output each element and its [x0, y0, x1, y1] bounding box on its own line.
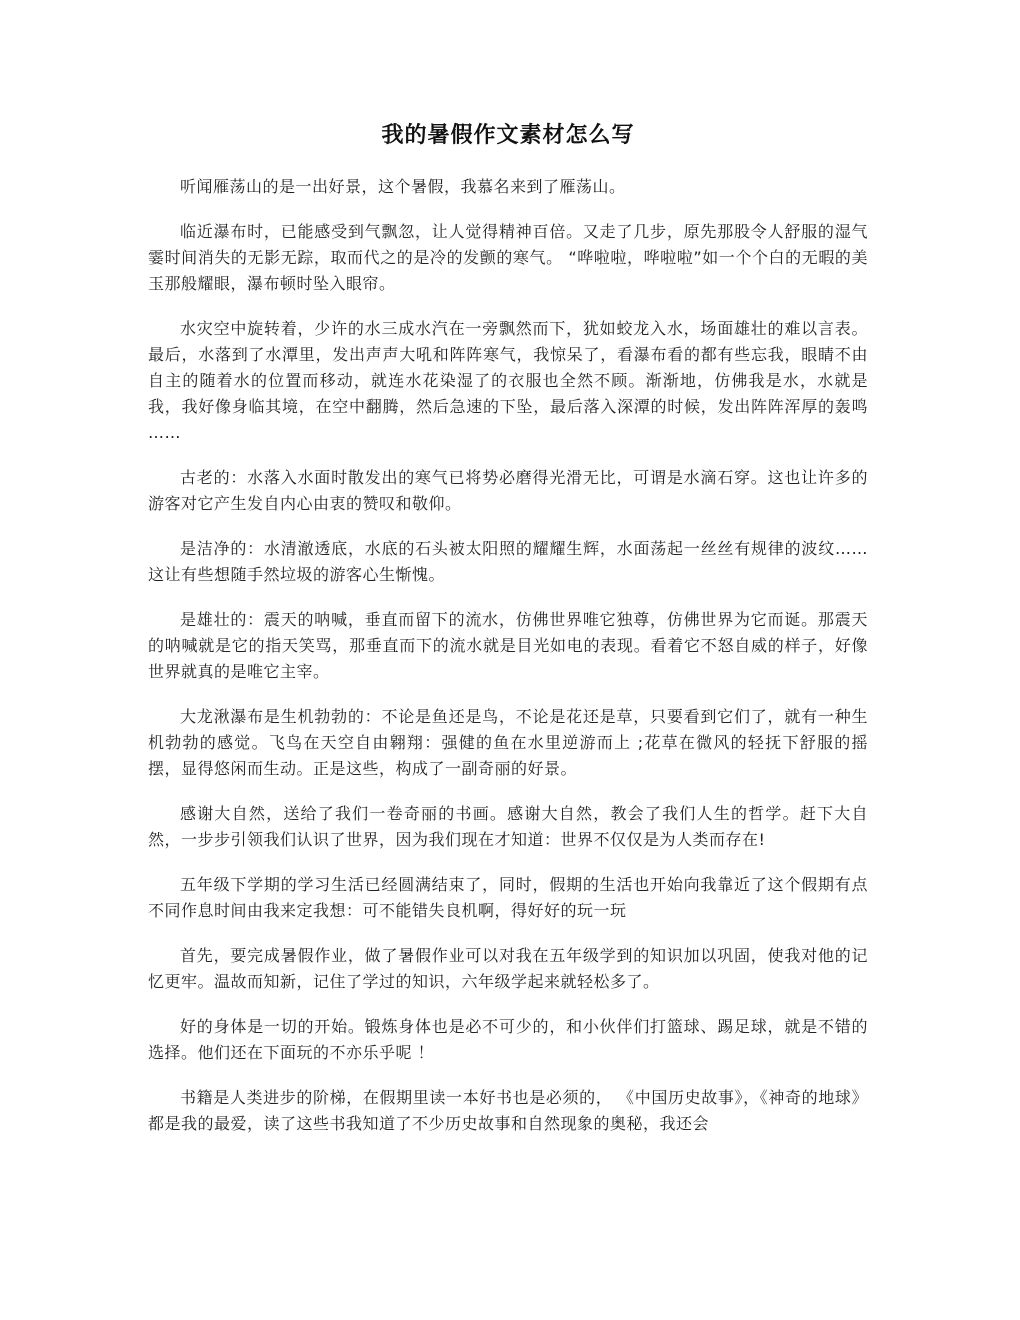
paragraph: 书籍是人类进步的阶梯，在假期里读一本好书也是必须的， 《中国历史故事》，《神奇的地球》都是我的最爱，读了这些书我知道了不少历史故事和自然现象的奥秘，我还会 [148, 1088, 868, 1133]
paragraph: 是洁净的：水清澈透底，水底的石头被太阳照的耀耀生辉，水面荡起一丝丝有规律的波纹……这让有些想随手然垃圾的游客心生惭愧。 [148, 539, 868, 584]
paragraph: 首先，要完成暑假作业，做了暑假作业可以对我在五年级学到的知识加以巩固，使我对他的记忆更牢。温故而知新，记住了学过的知识，六年级学起来就轻松多了。 [148, 946, 868, 991]
paragraph: 听闻雁荡山的是一出好景，这个暑假，我慕名来到了雁荡山。 [180, 177, 626, 196]
document-page [148, 118, 868, 1156]
paragraph: 古老的：水落入水面时散发出的寒气已将势必磨得光滑无比，可谓是水滴石穿。这也让许多的游客对它产生发自内心由衷的赞叹和敬仰。 [148, 468, 868, 513]
paragraph: 好的身体是一切的开始。锻炼身体也是必不可少的，和小伙伴们打篮球、踢足球，就是不错的选择。他们还在下面玩的不亦乐乎呢 ！ [148, 1017, 868, 1062]
document-title: 我的暑假作文素材怎么写 [381, 122, 635, 148]
paragraph: 感谢大自然，送给了我们一卷奇丽的书画。感谢大自然，教会了我们人生的哲学。赶下大自然，一步步引领我们认识了世界，因为我们现在才知道：世界不仅仅是为人类而存在! [148, 804, 868, 849]
paragraph: 是雄壮的：震天的呐喊，垂直而留下的流水，仿佛世界唯它独尊，仿佛世界为它而诞。那震天的呐喊就是它的指天笑骂，那垂直而下的流水就是目光如电的表现。看着它不怒自威的样子，好像世界就真的是唯它主宰。 [148, 610, 868, 681]
paragraph: 水灾空中旋转着，少许的水三成水汽在一旁飘然而下，犹如蛟龙入水，场面雄壮的难以言表。最后，水落到了水潭里，发出声声大吼和阵阵寒气，我惊呆了，看瀑布看的都有些忘我，眼睛不由自主的随着水的位置而移动，就连水花染湿了的衣服也全然不顾。渐渐地，仿佛我是水，水就是我，我好像身临其境，在空中翻腾，然后急速的下坠，最后落入深潭的时候，发出阵阵浑厚的轰鸣 …… [148, 319, 868, 442]
paragraph: 临近瀑布时，已能感受到气飘忽，让人觉得精神百倍。又走了几步，原先那股令人舒服的湿气霎时间消失的无影无踪，取而代之的是冷的发颤的寒气。 “哗啦啦，哗啦啦”如一个个白的无暇的美玉那般耀眼，瀑布顿时坠入眼帘。 [148, 222, 868, 293]
paragraph: 五年级下学期的学习生活已经圆满结束了，同时，假期的生活也开始向我靠近了这个假期有点不同作息时间由我来定我想：可不能错失良机啊，得好好的玩一玩 [148, 875, 868, 920]
paragraph: 大龙湫瀑布是生机勃勃的：不论是鱼还是鸟，不论是花还是草，只要看到它们了，就有一种生机勃勃的感觉。飞鸟在天空自由翱翔：强健的鱼在水里逆游而上 ;花草在微风的轻抚下舒服的摇摆，显得悠闲而生动。正是这些，构成了一副奇丽的好景。 [148, 707, 868, 778]
